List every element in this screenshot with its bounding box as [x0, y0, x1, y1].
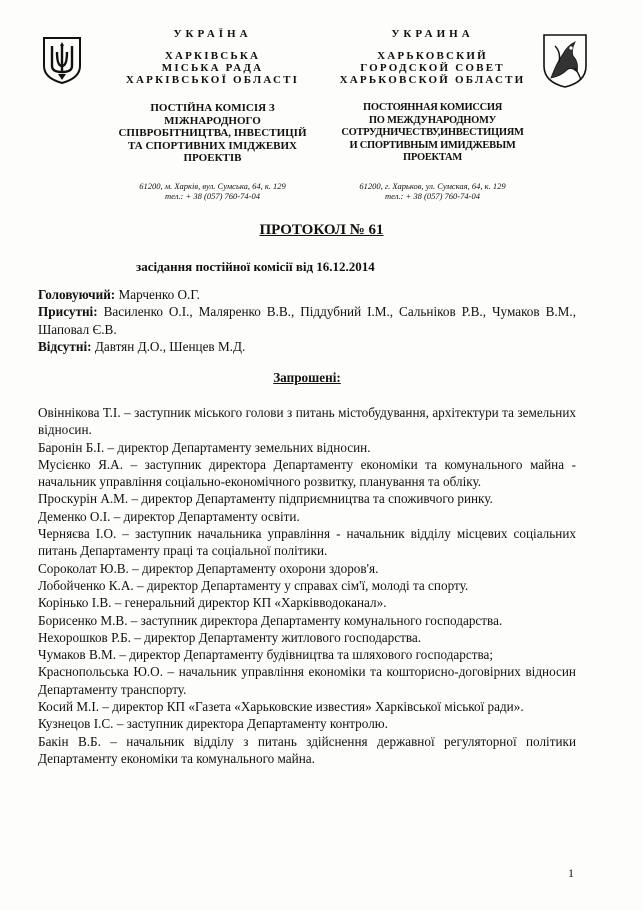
committee-address: 61200, м. Харків, вул. Сумська, 64, к. 129 тел.: + 38 (057) 760-74-04 [139, 180, 286, 201]
header-russian [320, 28, 545, 201]
list-item: Баронін Б.І. – директор Департаменту земельних відносин. [38, 439, 371, 455]
present-line [38, 303, 576, 338]
committee-name: ПОСТОЯННАЯ КОМИССИЯ ПО МЕЖДУНАРОДНОМУ СОТРУДНИЧЕСТВУ,ИНВЕСТИЦИЯМ И СПОРТИВНЫМ ИМИДЖЕВЫМ ПРОЕКТАМ [341, 102, 524, 163]
invited-heading: Запрошені: [273, 370, 341, 386]
council-name: ХАРКІВСЬКА МІСЬКА РАДА ХАРКІВСЬКОЇ ОБЛАСТІ [125, 50, 300, 86]
present-label: Присутні: [38, 304, 98, 320]
list-item: Черняєва І.О. – заступник начальника управління - начальник відділу місцевих соціальних питань Департаменту праці та соціальної політики. [38, 526, 576, 559]
list-item: Краснопольська Ю.О. – начальник управління економіки та кошторисно-договірних відносин Департаменту транспорту. [38, 664, 576, 697]
page-number: 1 [568, 866, 574, 880]
country-name: УКРАЇНА [173, 28, 252, 40]
council-name: ХАРЬКОВСКИЙ ГОРОДСКОЙ СОВЕТ ХАРЬКОВСКОЙ ОБЛАСТИ [339, 50, 526, 86]
list-item: Лобойченко К.А. – директор Департаменту у справах сім'ї, молоді та спорту. [38, 577, 469, 593]
list-item: Бакін В.Б. – начальник відділу з питань здійснення державної регуляторної політики Департаменту економіки та комунального майна. [38, 733, 576, 766]
committee-name: ПОСТІЙНА КОМІСІЯ З МІЖНАРОДНОГО СПІВРОБІТНИЦТВА, ІНВЕСТИЦІЙ ТА СПОРТИВНИХ ІМІДЖЕВИХ ПРОЕКТІВ [118, 102, 307, 164]
invited-list [38, 404, 576, 767]
kharkiv-city-coat-of-arms-icon [541, 32, 589, 88]
chair-value: Марченко О.Г. [115, 287, 200, 302]
list-item: Борисенко М.В. – заступник директора Департаменту комунального господарства. [38, 612, 503, 628]
list-item: Чумаков В.М. – директор Департаменту будівництва та шляхового господарства; [38, 647, 494, 663]
list-item: Мусієнко Я.А. – заступник директора Департаменту економіки та комунального майна - начальник управління соціально-економічного розвитку, планування та обліку. [38, 456, 576, 490]
chair-line [38, 286, 576, 303]
absent-line [38, 338, 576, 355]
list-item: Сороколат Ю.В. – директор Департаменту охорони здоров'я. [38, 560, 379, 576]
trident-coat-of-arms-icon [40, 36, 84, 84]
protocol-title: ПРОТОКОЛ № 61 [259, 222, 384, 238]
list-item: Нехорошков Р.Б. – директор Департаменту житлового господарства. [38, 629, 422, 645]
absent-label: Відсутні: [38, 338, 92, 354]
list-item: Деменко О.І. – директор Департаменту освіти. [38, 508, 300, 524]
absent-value: Давтян Д.О., Шенцев М.Д. [91, 338, 246, 354]
chair-label: Головуючий: [38, 287, 116, 302]
country-name: УКРАИНА [391, 28, 474, 40]
header-ukrainian [100, 28, 325, 201]
list-item: Косий М.І. – директор КП «Газета «Харьковские известия» Харківської міської ради». [38, 699, 524, 715]
list-item: Кузнецов І.С. – заступник директора Департаменту контролю. [38, 716, 388, 732]
committee-address: 61200, г. Харьков, ул. Сумская, 64, к. 129 тел.: + 38 (057) 760-74-04 [359, 180, 506, 201]
list-item: Проскурін А.М. – директор Департаменту підприємництва та споживчого ринку. [38, 491, 493, 507]
list-item: Овіннікова Т.І. – заступник міського голови з питань містобудування, архітектури та земельних відносин. [38, 405, 576, 438]
list-item: Корінько І.В. – генеральний директор КП «Харківводоканал». [38, 595, 387, 611]
meeting-date: засідання постійної комісії від 16.12.2014 [136, 259, 375, 274]
attendance-block [38, 286, 576, 400]
present-value: Василенко О.І., Маляренко В.В., Піддубний І.М., Сальніков Р.В., Чумаков В.М., Шаповал Є.В. [38, 304, 576, 337]
